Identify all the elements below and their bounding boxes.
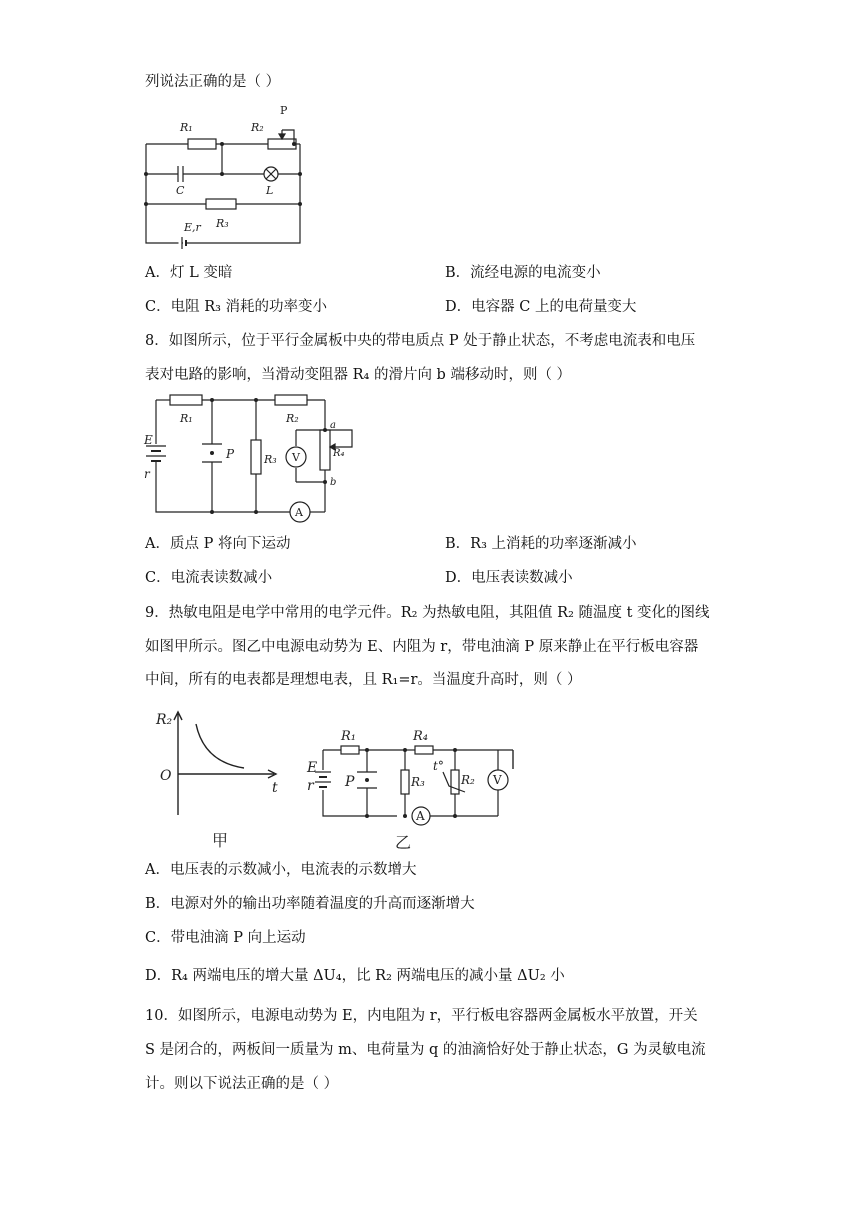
q9-circuit-label-R2: R₂ (461, 773, 475, 787)
q7-label-Er: E,r (184, 221, 201, 234)
q8-option-b: B．R₃ 上消耗的功率逐渐减小 (445, 536, 637, 552)
q8-label-V: V (292, 451, 300, 464)
q8-label-r: r (144, 467, 150, 481)
q8-label-E: E (144, 433, 153, 447)
q9-circuit-label-P: P (345, 774, 355, 790)
q9-option-c: C．带电油滴 P 向上运动 (145, 930, 306, 946)
q8-label-R2: R₂ (286, 412, 299, 425)
q8-label-a: a (330, 420, 336, 431)
q8-option-c: C．电流表读数减小 (145, 570, 273, 586)
q7-option-c: C．电阻 R₃ 消耗的功率变小 (145, 299, 328, 315)
q8-label-R3: R₃ (264, 453, 277, 466)
q8-stem-line1: 8．如图所示，位于平行金属板中央的带电质点 P 处于静止状态，不考虑电流表和电压 (145, 333, 696, 349)
q10-stem-line3: 计。则以下说法正确的是（ ） (145, 1076, 339, 1092)
q9-circuit-label-R1: R₁ (341, 729, 356, 744)
q9-circuit-label-t: t° (433, 759, 444, 773)
q9-circuit-label-A: A (416, 809, 425, 823)
q9-option-b: B．电源对外的输出功率随着温度的升高而逐渐增大 (145, 896, 475, 912)
q9-circuit-label-R3: R₃ (411, 775, 425, 789)
q8-label-R4: R₄ (333, 448, 345, 459)
q9-circuit-label-V: V (493, 773, 502, 787)
q7-label-R1: R₁ (180, 121, 193, 134)
q8-circuit-figure (140, 390, 365, 525)
q9-circuit-yi (305, 720, 520, 855)
q9-graph-y-label: R₂ (156, 712, 173, 728)
q9-graph-caption: 甲 (212, 831, 229, 850)
q9-circuit-label-r: r (307, 778, 314, 794)
q10-stem-line2: S 是闭合的，两板间一质量为 m、电荷量为 q 的油滴恰好处于静止状态，G 为灵敏电流 (145, 1042, 706, 1058)
q9-stem-line3: 中间，所有的电表都是理想电表，且 R₁=r。当温度升高时，则（ ） (145, 672, 582, 688)
q9-stem-line2: 如图甲所示。图乙中电源电动势为 E、内阻为 r，带电油滴 P 原来静止在平行板电容器 (145, 639, 699, 655)
q7-label-R3: R₃ (216, 217, 229, 230)
q8-label-b: b (330, 477, 337, 488)
q7-circuit-figure (140, 100, 310, 250)
q7-label-R2: R₂ (251, 121, 264, 134)
q7-label-L: L (266, 184, 274, 197)
q8-stem-line2: 表对电路的影响，当滑动变阻器 R₄ 的滑片向 b 端移动时，则（ ） (145, 367, 572, 383)
q8-option-d: D．电压表读数减小 (445, 570, 573, 586)
q9-option-d: D．R₄ 两端电压的增大量 ΔU₄，比 R₂ 两端电压的减小量 ΔU₂ 小 (145, 968, 565, 984)
q7-option-b: B．流经电源的电流变小 (445, 265, 601, 281)
q9-circuit-label-E: E (307, 760, 318, 776)
q9-graph-jia (150, 700, 290, 855)
q9-graph-x-label: t (272, 780, 278, 796)
q9-option-a: A．电压表的示数减小，电流表的示数增大 (145, 862, 417, 878)
q7-option-a: A．灯 L 变暗 (145, 265, 233, 281)
q7-option-d: D．电容器 C 上的电荷量变大 (445, 299, 637, 315)
q8-label-R1: R₁ (180, 412, 193, 425)
q8-label-P: P (226, 447, 235, 461)
q8-label-A: A (295, 506, 303, 519)
q8-option-a: A．质点 P 将向下运动 (145, 536, 291, 552)
q9-stem-line1: 9．热敏电阻是电学中常用的电学元件。R₂ 为热敏电阻，其阻值 R₂ 随温度 t 变化的图线 (145, 605, 710, 621)
q7-stem-tail: 列说法正确的是（ ） (145, 74, 281, 90)
q9-graph-origin: O (160, 768, 172, 784)
q9-circuit-label-R4: R₄ (413, 729, 428, 744)
q10-stem-line1: 10．如图所示，电源电动势为 E，内电阻为 r，平行板电容器两金属板水平放置，开关 (145, 1008, 698, 1024)
q9-circuit-caption: 乙 (395, 833, 412, 852)
q7-label-P: P (280, 104, 288, 117)
q7-label-C: C (176, 184, 185, 197)
